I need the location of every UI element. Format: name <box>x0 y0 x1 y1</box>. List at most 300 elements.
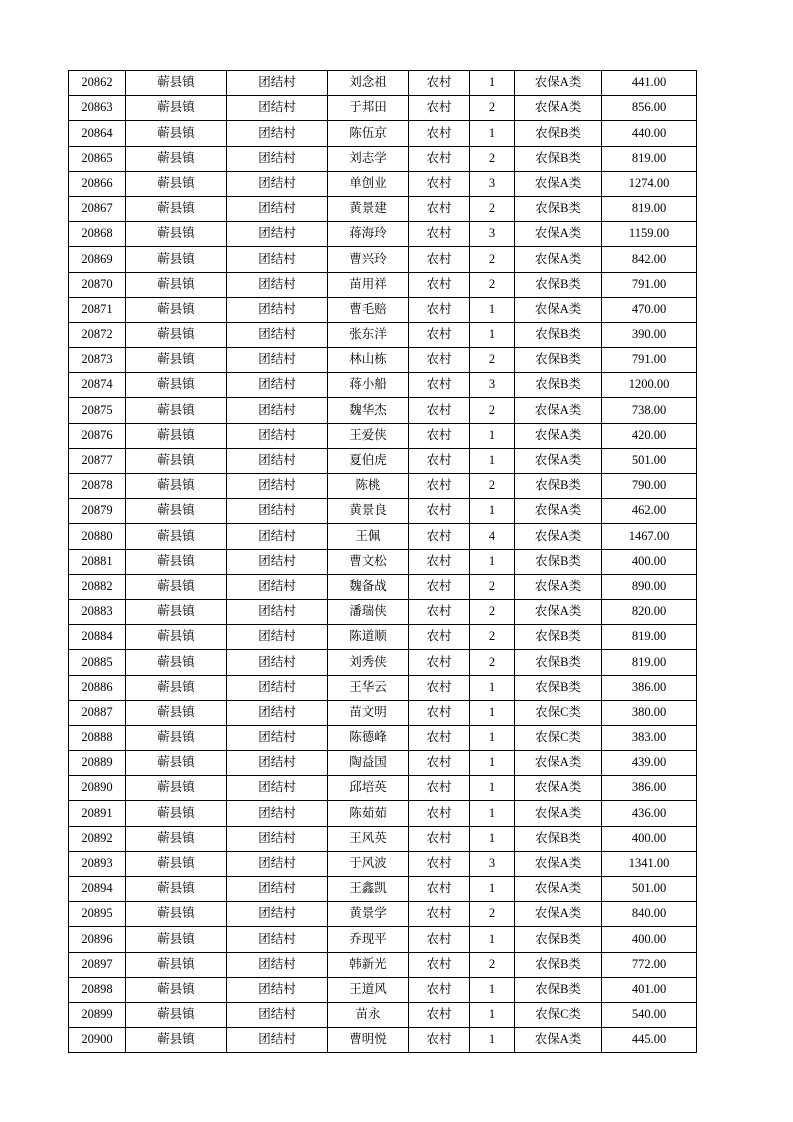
cell-type: 农村 <box>409 851 470 876</box>
cell-town: 蕲县镇 <box>126 524 227 549</box>
cell-type: 农村 <box>409 625 470 650</box>
cell-village: 团结村 <box>227 322 328 347</box>
table-row <box>69 776 697 801</box>
cell-category: 农保A类 <box>515 902 602 927</box>
cell-count: 1 <box>470 423 515 448</box>
cell-count: 1 <box>470 549 515 574</box>
cell-amount: 462.00 <box>602 499 697 524</box>
cell-category: 农保A类 <box>515 776 602 801</box>
cell-village: 团结村 <box>227 423 328 448</box>
cell-category: 农保B类 <box>515 348 602 373</box>
cell-town: 蕲县镇 <box>126 322 227 347</box>
cell-amount: 1274.00 <box>602 171 697 196</box>
cell-type: 农村 <box>409 927 470 952</box>
table-row <box>69 877 697 902</box>
cell-category: 农保C类 <box>515 700 602 725</box>
cell-count: 2 <box>470 196 515 221</box>
cell-village: 团结村 <box>227 146 328 171</box>
cell-village: 团结村 <box>227 1002 328 1027</box>
cell-village: 团结村 <box>227 877 328 902</box>
cell-category: 农保A类 <box>515 1028 602 1053</box>
cell-count: 4 <box>470 524 515 549</box>
cell-name: 陈德峰 <box>328 725 409 750</box>
cell-amount: 436.00 <box>602 801 697 826</box>
cell-id: 20868 <box>69 222 126 247</box>
table-row <box>69 599 697 624</box>
cell-town: 蕲县镇 <box>126 297 227 322</box>
cell-category: 农保A类 <box>515 801 602 826</box>
table-row <box>69 751 697 776</box>
cell-id: 20892 <box>69 826 126 851</box>
cell-amount: 1467.00 <box>602 524 697 549</box>
cell-town: 蕲县镇 <box>126 71 227 96</box>
cell-category: 农保A类 <box>515 524 602 549</box>
cell-category: 农保B类 <box>515 826 602 851</box>
cell-id: 20898 <box>69 977 126 1002</box>
cell-type: 农村 <box>409 196 470 221</box>
cell-amount: 856.00 <box>602 96 697 121</box>
cell-name: 苗永 <box>328 1002 409 1027</box>
table-row <box>69 398 697 423</box>
cell-type: 农村 <box>409 574 470 599</box>
cell-id: 20881 <box>69 549 126 574</box>
cell-type: 农村 <box>409 675 470 700</box>
cell-village: 团结村 <box>227 196 328 221</box>
cell-village: 团结村 <box>227 121 328 146</box>
cell-id: 20890 <box>69 776 126 801</box>
cell-name: 苗用祥 <box>328 272 409 297</box>
cell-type: 农村 <box>409 448 470 473</box>
cell-town: 蕲县镇 <box>126 96 227 121</box>
cell-count: 3 <box>470 171 515 196</box>
cell-amount: 819.00 <box>602 625 697 650</box>
cell-town: 蕲县镇 <box>126 574 227 599</box>
cell-name: 韩新光 <box>328 952 409 977</box>
cell-type: 农村 <box>409 499 470 524</box>
cell-id: 20865 <box>69 146 126 171</box>
cell-name: 王道风 <box>328 977 409 1002</box>
table-row <box>69 801 697 826</box>
cell-amount: 840.00 <box>602 902 697 927</box>
cell-category: 农保B类 <box>515 196 602 221</box>
cell-town: 蕲县镇 <box>126 801 227 826</box>
cell-amount: 439.00 <box>602 751 697 776</box>
cell-town: 蕲县镇 <box>126 927 227 952</box>
table-row <box>69 247 697 272</box>
cell-type: 农村 <box>409 373 470 398</box>
cell-category: 农保A类 <box>515 297 602 322</box>
cell-category: 农保B类 <box>515 650 602 675</box>
cell-village: 团结村 <box>227 348 328 373</box>
cell-category: 农保B类 <box>515 322 602 347</box>
cell-town: 蕲县镇 <box>126 1002 227 1027</box>
cell-name: 单创业 <box>328 171 409 196</box>
cell-amount: 400.00 <box>602 549 697 574</box>
cell-name: 陶益国 <box>328 751 409 776</box>
cell-amount: 819.00 <box>602 650 697 675</box>
cell-name: 张东洋 <box>328 322 409 347</box>
cell-name: 于邦田 <box>328 96 409 121</box>
cell-id: 20879 <box>69 499 126 524</box>
cell-type: 农村 <box>409 297 470 322</box>
cell-village: 团结村 <box>227 599 328 624</box>
cell-name: 曹毛赔 <box>328 297 409 322</box>
cell-count: 2 <box>470 247 515 272</box>
cell-town: 蕲县镇 <box>126 650 227 675</box>
cell-count: 3 <box>470 373 515 398</box>
cell-type: 农村 <box>409 348 470 373</box>
table-row <box>69 725 697 750</box>
cell-name: 王华云 <box>328 675 409 700</box>
cell-village: 团结村 <box>227 247 328 272</box>
cell-amount: 386.00 <box>602 776 697 801</box>
cell-town: 蕲县镇 <box>126 675 227 700</box>
cell-amount: 400.00 <box>602 927 697 952</box>
table-row <box>69 952 697 977</box>
cell-village: 团结村 <box>227 171 328 196</box>
cell-amount: 383.00 <box>602 725 697 750</box>
cell-category: 农保A类 <box>515 448 602 473</box>
cell-id: 20871 <box>69 297 126 322</box>
cell-name: 刘志学 <box>328 146 409 171</box>
cell-amount: 772.00 <box>602 952 697 977</box>
cell-type: 农村 <box>409 977 470 1002</box>
cell-amount: 441.00 <box>602 71 697 96</box>
cell-name: 魏华杰 <box>328 398 409 423</box>
table-row <box>69 851 697 876</box>
cell-count: 1 <box>470 801 515 826</box>
cell-name: 邱培英 <box>328 776 409 801</box>
table-row <box>69 1028 697 1053</box>
cell-id: 20870 <box>69 272 126 297</box>
table-row <box>69 71 697 96</box>
cell-count: 1 <box>470 121 515 146</box>
cell-category: 农保A类 <box>515 499 602 524</box>
cell-id: 20893 <box>69 851 126 876</box>
cell-count: 1 <box>470 297 515 322</box>
cell-amount: 380.00 <box>602 700 697 725</box>
cell-category: 农保B类 <box>515 121 602 146</box>
cell-count: 1 <box>470 877 515 902</box>
table-row <box>69 650 697 675</box>
cell-amount: 890.00 <box>602 574 697 599</box>
cell-type: 农村 <box>409 146 470 171</box>
cell-name: 林山栋 <box>328 348 409 373</box>
cell-amount: 401.00 <box>602 977 697 1002</box>
cell-type: 农村 <box>409 121 470 146</box>
cell-village: 团结村 <box>227 826 328 851</box>
cell-id: 20874 <box>69 373 126 398</box>
table-row <box>69 927 697 952</box>
table-row <box>69 902 697 927</box>
cell-amount: 440.00 <box>602 121 697 146</box>
table-row <box>69 625 697 650</box>
cell-category: 农保A类 <box>515 574 602 599</box>
cell-town: 蕲县镇 <box>126 373 227 398</box>
cell-town: 蕲县镇 <box>126 725 227 750</box>
cell-village: 团结村 <box>227 801 328 826</box>
cell-count: 2 <box>470 474 515 499</box>
cell-category: 农保A类 <box>515 96 602 121</box>
table-row <box>69 171 697 196</box>
cell-count: 2 <box>470 952 515 977</box>
cell-name: 王鑫凯 <box>328 877 409 902</box>
table-row <box>69 675 697 700</box>
cell-village: 团结村 <box>227 398 328 423</box>
cell-name: 曹文松 <box>328 549 409 574</box>
cell-count: 2 <box>470 96 515 121</box>
cell-village: 团结村 <box>227 725 328 750</box>
table-row <box>69 423 697 448</box>
cell-name: 蒋海玲 <box>328 222 409 247</box>
cell-name: 陈桃 <box>328 474 409 499</box>
cell-village: 团结村 <box>227 524 328 549</box>
cell-name: 夏伯虎 <box>328 448 409 473</box>
cell-amount: 819.00 <box>602 146 697 171</box>
cell-id: 20882 <box>69 574 126 599</box>
cell-type: 农村 <box>409 222 470 247</box>
cell-village: 团结村 <box>227 851 328 876</box>
cell-count: 1 <box>470 826 515 851</box>
cell-town: 蕲县镇 <box>126 902 227 927</box>
cell-village: 团结村 <box>227 474 328 499</box>
cell-town: 蕲县镇 <box>126 1028 227 1053</box>
cell-town: 蕲县镇 <box>126 448 227 473</box>
cell-id: 20880 <box>69 524 126 549</box>
cell-category: 农保A类 <box>515 851 602 876</box>
cell-town: 蕲县镇 <box>126 121 227 146</box>
table-row <box>69 196 697 221</box>
cell-town: 蕲县镇 <box>126 599 227 624</box>
cell-id: 20891 <box>69 801 126 826</box>
cell-amount: 820.00 <box>602 599 697 624</box>
cell-type: 农村 <box>409 877 470 902</box>
cell-id: 20869 <box>69 247 126 272</box>
cell-type: 农村 <box>409 398 470 423</box>
cell-village: 团结村 <box>227 222 328 247</box>
cell-id: 20888 <box>69 725 126 750</box>
table-body <box>69 71 697 1053</box>
cell-type: 农村 <box>409 902 470 927</box>
cell-category: 农保A类 <box>515 423 602 448</box>
cell-count: 2 <box>470 625 515 650</box>
table-row <box>69 96 697 121</box>
cell-village: 团结村 <box>227 549 328 574</box>
cell-type: 农村 <box>409 423 470 448</box>
cell-category: 农保A类 <box>515 247 602 272</box>
table-row <box>69 1002 697 1027</box>
cell-id: 20887 <box>69 700 126 725</box>
cell-village: 团结村 <box>227 96 328 121</box>
cell-count: 1 <box>470 675 515 700</box>
cell-village: 团结村 <box>227 927 328 952</box>
cell-category: 农保B类 <box>515 952 602 977</box>
cell-village: 团结村 <box>227 650 328 675</box>
cell-count: 2 <box>470 146 515 171</box>
cell-count: 1 <box>470 1028 515 1053</box>
cell-amount: 1159.00 <box>602 222 697 247</box>
cell-village: 团结村 <box>227 297 328 322</box>
cell-category: 农保B类 <box>515 549 602 574</box>
cell-name: 王风英 <box>328 826 409 851</box>
cell-id: 20900 <box>69 1028 126 1053</box>
cell-count: 1 <box>470 322 515 347</box>
cell-town: 蕲县镇 <box>126 625 227 650</box>
table-row <box>69 826 697 851</box>
table-row <box>69 272 697 297</box>
table-row <box>69 700 697 725</box>
cell-count: 2 <box>470 272 515 297</box>
table-row <box>69 121 697 146</box>
cell-category: 农保B类 <box>515 146 602 171</box>
cell-name: 王佩 <box>328 524 409 549</box>
cell-name: 蒋小船 <box>328 373 409 398</box>
cell-amount: 1341.00 <box>602 851 697 876</box>
cell-count: 3 <box>470 851 515 876</box>
cell-category: 农保B类 <box>515 272 602 297</box>
table-row <box>69 373 697 398</box>
cell-id: 20886 <box>69 675 126 700</box>
cell-id: 20883 <box>69 599 126 624</box>
cell-village: 团结村 <box>227 499 328 524</box>
table-row <box>69 297 697 322</box>
cell-town: 蕲县镇 <box>126 952 227 977</box>
cell-town: 蕲县镇 <box>126 776 227 801</box>
cell-id: 20885 <box>69 650 126 675</box>
cell-name: 曹兴玲 <box>328 247 409 272</box>
cell-amount: 791.00 <box>602 272 697 297</box>
cell-count: 2 <box>470 650 515 675</box>
cell-count: 1 <box>470 977 515 1002</box>
cell-type: 农村 <box>409 247 470 272</box>
cell-village: 团结村 <box>227 751 328 776</box>
cell-id: 20872 <box>69 322 126 347</box>
cell-village: 团结村 <box>227 902 328 927</box>
cell-name: 黄景良 <box>328 499 409 524</box>
cell-id: 20863 <box>69 96 126 121</box>
cell-count: 2 <box>470 574 515 599</box>
cell-category: 农保A类 <box>515 222 602 247</box>
cell-type: 农村 <box>409 96 470 121</box>
cell-category: 农保A类 <box>515 171 602 196</box>
cell-type: 农村 <box>409 725 470 750</box>
cell-name: 刘秀侠 <box>328 650 409 675</box>
table-row <box>69 977 697 1002</box>
cell-category: 农保B类 <box>515 474 602 499</box>
cell-town: 蕲县镇 <box>126 398 227 423</box>
cell-type: 农村 <box>409 801 470 826</box>
cell-amount: 400.00 <box>602 826 697 851</box>
cell-type: 农村 <box>409 322 470 347</box>
cell-village: 团结村 <box>227 71 328 96</box>
cell-town: 蕲县镇 <box>126 247 227 272</box>
cell-id: 20876 <box>69 423 126 448</box>
cell-town: 蕲县镇 <box>126 977 227 1002</box>
cell-id: 20899 <box>69 1002 126 1027</box>
cell-name: 王爱侠 <box>328 423 409 448</box>
cell-town: 蕲县镇 <box>126 851 227 876</box>
cell-village: 团结村 <box>227 574 328 599</box>
cell-count: 3 <box>470 222 515 247</box>
cell-type: 农村 <box>409 751 470 776</box>
cell-id: 20873 <box>69 348 126 373</box>
cell-name: 陈茹茹 <box>328 801 409 826</box>
cell-town: 蕲县镇 <box>126 474 227 499</box>
cell-category: 农保A类 <box>515 877 602 902</box>
cell-count: 1 <box>470 725 515 750</box>
cell-name: 陈道顺 <box>328 625 409 650</box>
cell-type: 农村 <box>409 826 470 851</box>
cell-name: 陈伍京 <box>328 121 409 146</box>
cell-name: 苗文明 <box>328 700 409 725</box>
cell-id: 20867 <box>69 196 126 221</box>
cell-count: 2 <box>470 348 515 373</box>
cell-name: 曹明悦 <box>328 1028 409 1053</box>
table-row <box>69 524 697 549</box>
cell-id: 20895 <box>69 902 126 927</box>
cell-amount: 819.00 <box>602 196 697 221</box>
cell-name: 黄景学 <box>328 902 409 927</box>
cell-village: 团结村 <box>227 952 328 977</box>
cell-type: 农村 <box>409 599 470 624</box>
cell-town: 蕲县镇 <box>126 348 227 373</box>
table-row <box>69 448 697 473</box>
cell-amount: 738.00 <box>602 398 697 423</box>
cell-count: 1 <box>470 71 515 96</box>
cell-count: 1 <box>470 776 515 801</box>
cell-category: 农保C类 <box>515 725 602 750</box>
cell-town: 蕲县镇 <box>126 171 227 196</box>
cell-amount: 1200.00 <box>602 373 697 398</box>
cell-amount: 390.00 <box>602 322 697 347</box>
cell-town: 蕲县镇 <box>126 826 227 851</box>
cell-count: 1 <box>470 499 515 524</box>
cell-count: 1 <box>470 927 515 952</box>
cell-name: 刘念祖 <box>328 71 409 96</box>
cell-id: 20878 <box>69 474 126 499</box>
cell-count: 2 <box>470 398 515 423</box>
cell-village: 团结村 <box>227 373 328 398</box>
cell-amount: 445.00 <box>602 1028 697 1053</box>
cell-name: 潘瑞侠 <box>328 599 409 624</box>
cell-amount: 842.00 <box>602 247 697 272</box>
cell-town: 蕲县镇 <box>126 700 227 725</box>
cell-id: 20884 <box>69 625 126 650</box>
cell-town: 蕲县镇 <box>126 423 227 448</box>
cell-type: 农村 <box>409 776 470 801</box>
cell-town: 蕲县镇 <box>126 272 227 297</box>
cell-type: 农村 <box>409 71 470 96</box>
cell-town: 蕲县镇 <box>126 877 227 902</box>
cell-town: 蕲县镇 <box>126 751 227 776</box>
table-row <box>69 574 697 599</box>
cell-type: 农村 <box>409 524 470 549</box>
cell-category: 农保B类 <box>515 625 602 650</box>
table-row <box>69 222 697 247</box>
cell-amount: 791.00 <box>602 348 697 373</box>
cell-id: 20894 <box>69 877 126 902</box>
cell-count: 1 <box>470 751 515 776</box>
cell-village: 团结村 <box>227 1028 328 1053</box>
cell-id: 20889 <box>69 751 126 776</box>
cell-type: 农村 <box>409 1002 470 1027</box>
table-row <box>69 499 697 524</box>
cell-id: 20862 <box>69 71 126 96</box>
cell-town: 蕲县镇 <box>126 196 227 221</box>
cell-count: 2 <box>470 599 515 624</box>
table-row <box>69 348 697 373</box>
cell-type: 农村 <box>409 700 470 725</box>
